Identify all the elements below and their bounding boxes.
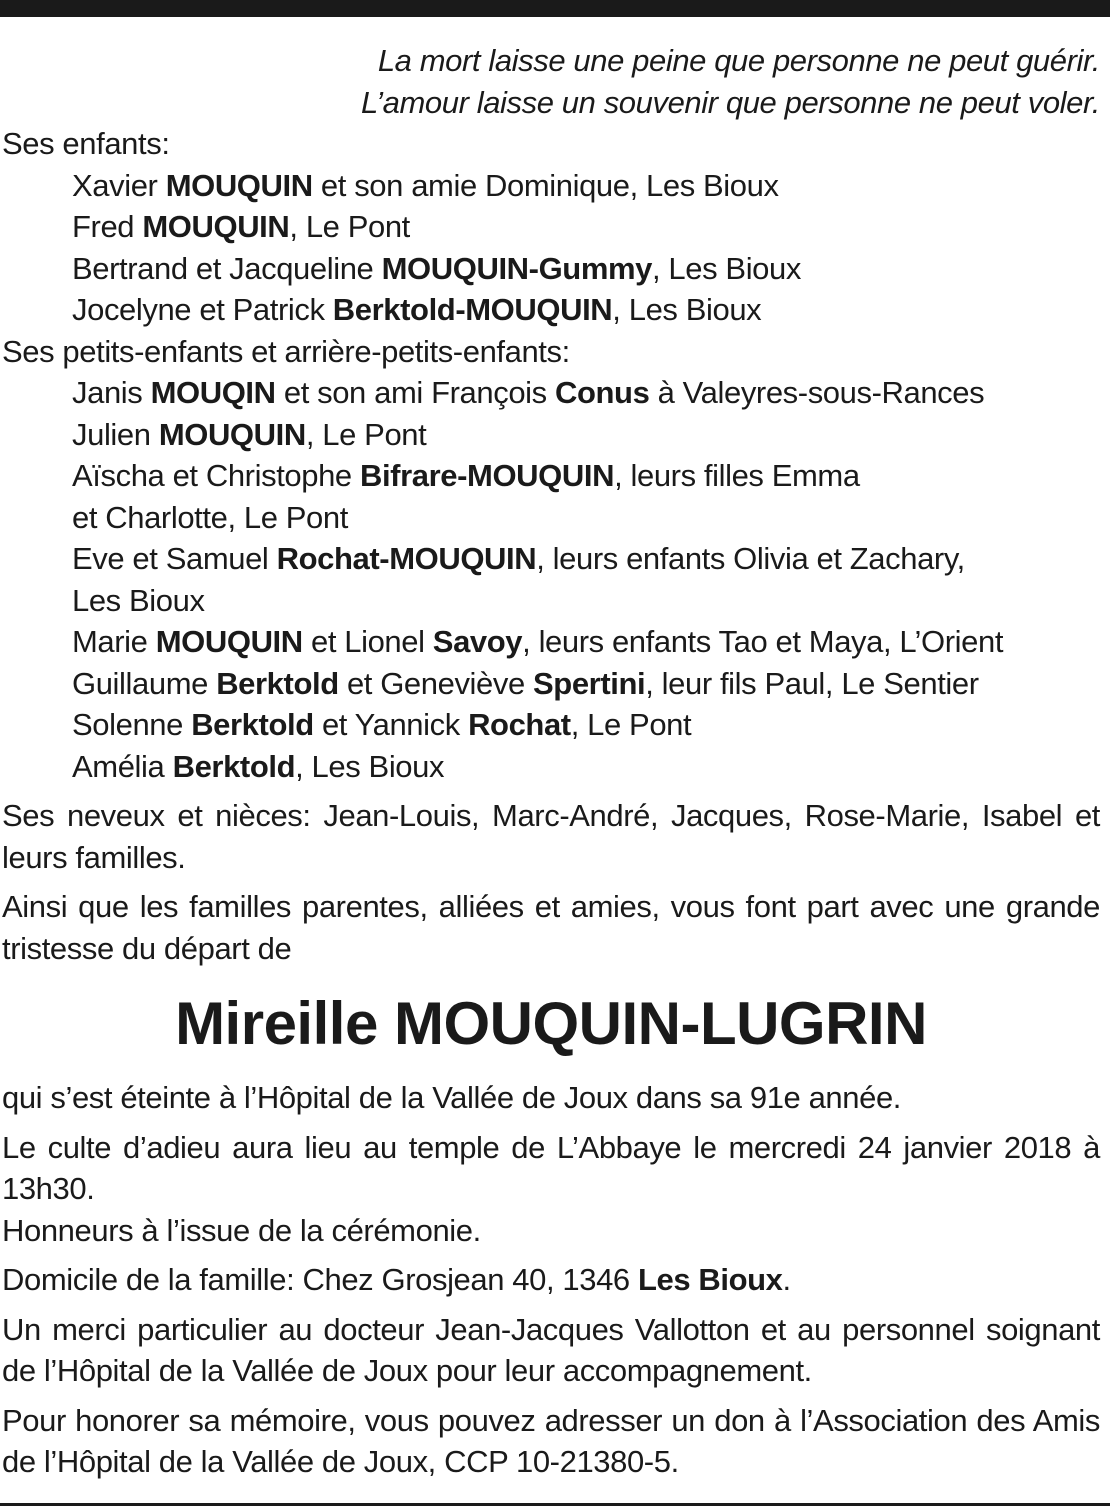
grandchildren-heading: Ses petits-enfants et arrière-petits-enfants: [2,333,570,369]
list-item: Janis MOUQIN et son ami François Conus à Valeyres-sous-Rances [72,375,985,410]
grandchildren-list [2,372,1100,787]
death-info-paragraph: qui s’est éteinte à l’Hôpital de la Vallée de Joux dans sa 91e année. [2,1080,902,1115]
families-paragraph: Ainsi que les familles parentes, alliées et amies, vous font part avec une grande tristesse du départ de [2,889,1100,966]
epigraph-quote [2,40,1100,123]
ceremony-paragraph: Le culte d’adieu aura lieu au temple de L’Abbaye le mercredi 24 janvier 2018 à 13h30. [2,1129,1100,1206]
top-border-rule [0,0,1110,17]
list-item: Amélia Berktold, Les Bioux [72,748,445,784]
obituary-notice [2,40,1100,1483]
list-item: Jocelyne et Patrick Berktold-MOUQUIN, Les Bioux [72,292,762,327]
list-item: Bertrand et Jacqueline MOUQUIN-Gummy, Les Bioux [72,250,801,286]
list-item-continuation: Les Bioux [72,582,205,618]
donation-paragraph: Pour honorer sa mémoire, vous pouvez adresser un don à l’Association des Amis de l’Hôpital de la Vallée de Joux, CCP 10-21380-5. [2,1402,1100,1479]
domicile-paragraph: Domicile de la famille: Chez Grosjean 40, 1346 Les Bioux. [2,1262,791,1297]
list-item: Xavier MOUQUIN et son amie Dominique, Les Bioux [72,167,779,203]
list-item: Eve et Samuel Rochat-MOUQUIN, leurs enfants Olivia et Zachary, [72,541,965,576]
list-item: Marie MOUQUIN et Lionel Savoy, leurs enfants Tao et Maya, L’Orient [72,624,1004,659]
list-item: Aïscha et Christophe Bifrare-MOUQUIN, leurs filles Emma [72,458,860,493]
children-heading: Ses enfants: [2,126,170,161]
quote-line: L’amour laisse un souvenir que personne ne peut voler. [361,84,1100,120]
list-item: Julien MOUQUIN, Le Pont [72,416,427,452]
deceased-name: Mireille MOUQUIN-LUGRIN [175,990,927,1057]
quote-line: La mort laisse une peine que personne ne peut guérir. [377,43,1100,78]
thanks-paragraph: Un merci particulier au docteur Jean-Jacques Vallotton et au personnel soignant de l’Hôpital de la Vallée de Joux pour leur accompagnement. [2,1311,1100,1388]
list-item: Guillaume Berktold et Geneviève Spertini, leur fils Paul, Le Sentier [72,665,979,701]
list-item-continuation: et Charlotte, Le Pont [72,499,348,535]
bottom-border-rule [0,1503,1110,1506]
nephews-paragraph: Ses neveux et nièces: Jean-Louis, Marc-André, Jacques, Rose-Marie, Isabel et leurs familles. [2,798,1100,875]
honors-paragraph: Honneurs à l’issue de la cérémonie. [2,1212,481,1248]
list-item: Fred MOUQUIN, Le Pont [72,209,410,244]
list-item: Solenne Berktold et Yannick Rochat, Le Pont [72,707,692,742]
children-list [2,165,1100,331]
